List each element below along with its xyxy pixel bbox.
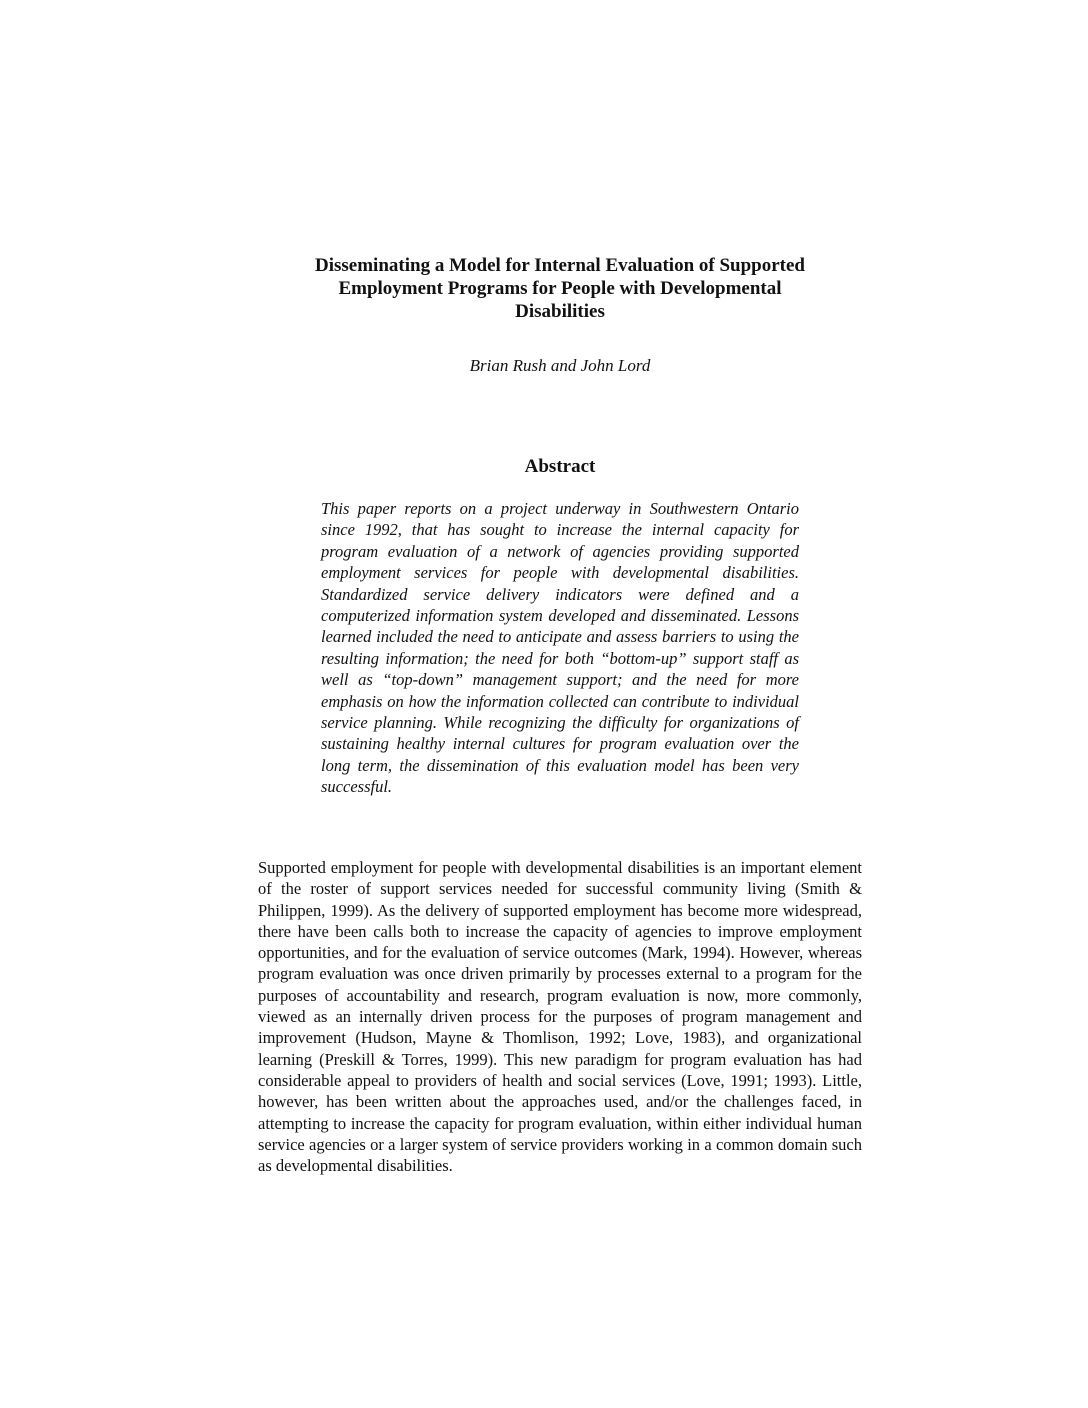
paper-title-line: Employment Programs for People with Developmental bbox=[338, 278, 782, 299]
paper-authors: Brian Rush and John Lord bbox=[469, 356, 651, 375]
paper-title-line: Disabilities bbox=[515, 301, 605, 322]
paper-title bbox=[258, 254, 862, 323]
abstract-text: This paper reports on a project underway in Southwestern Ontario since 1992, that has sought to increase the internal capacity for program evaluation of a network of agencies providing supported employment services for people with developmental disabilities. Standardized service delivery indicators were defined and a computerized information system developed and disseminated. Lessons learned included the need to anticipate and assess barriers to using the resulting information; the need for both “bottom-up” support staff as well as “top-down” management support; and the need for more emphasis on how the information collected can contribute to individual service planning. While recognizing the difficulty for organizations of sustaining healthy internal cultures for program evaluation over the long term, the dissemination of this evaluation model has been very successful. bbox=[321, 499, 799, 797]
body-paragraph: Supported employment for people with developmental disabilities is an important element of the roster of support services needed for successful community living (Smith & Philippen, 1999). As the delivery of supported employment has become more widespread, there have been calls both to increase the capacity of agencies to improve employment opportunities, and for the evaluation of service outcomes (Mark, 1994). However, whereas program evaluation was once driven primarily by processes external to a program for the purposes of accountability and research, program evaluation is now, more commonly, viewed as an internally driven process for the purposes of program management and improvement (Hudson, Mayne & Thomlison, 1992; Love, 1983), and organizational learning (Preskill & Torres, 1999). This new paradigm for program evaluation has had considerable appeal to providers of health and social services (Love, 1991; 1993). Little, however, has been written about the approaches used, and/or the challenges faced, in attempting to increase the capacity for program evaluation, within either individual human service agencies or a larger system of service providers working in a common domain such as developmental disabilities. bbox=[258, 858, 862, 1176]
abstract-heading: Abstract bbox=[524, 456, 596, 477]
paper-title-line: Disseminating a Model for Internal Evaluation of Supported bbox=[315, 255, 805, 276]
